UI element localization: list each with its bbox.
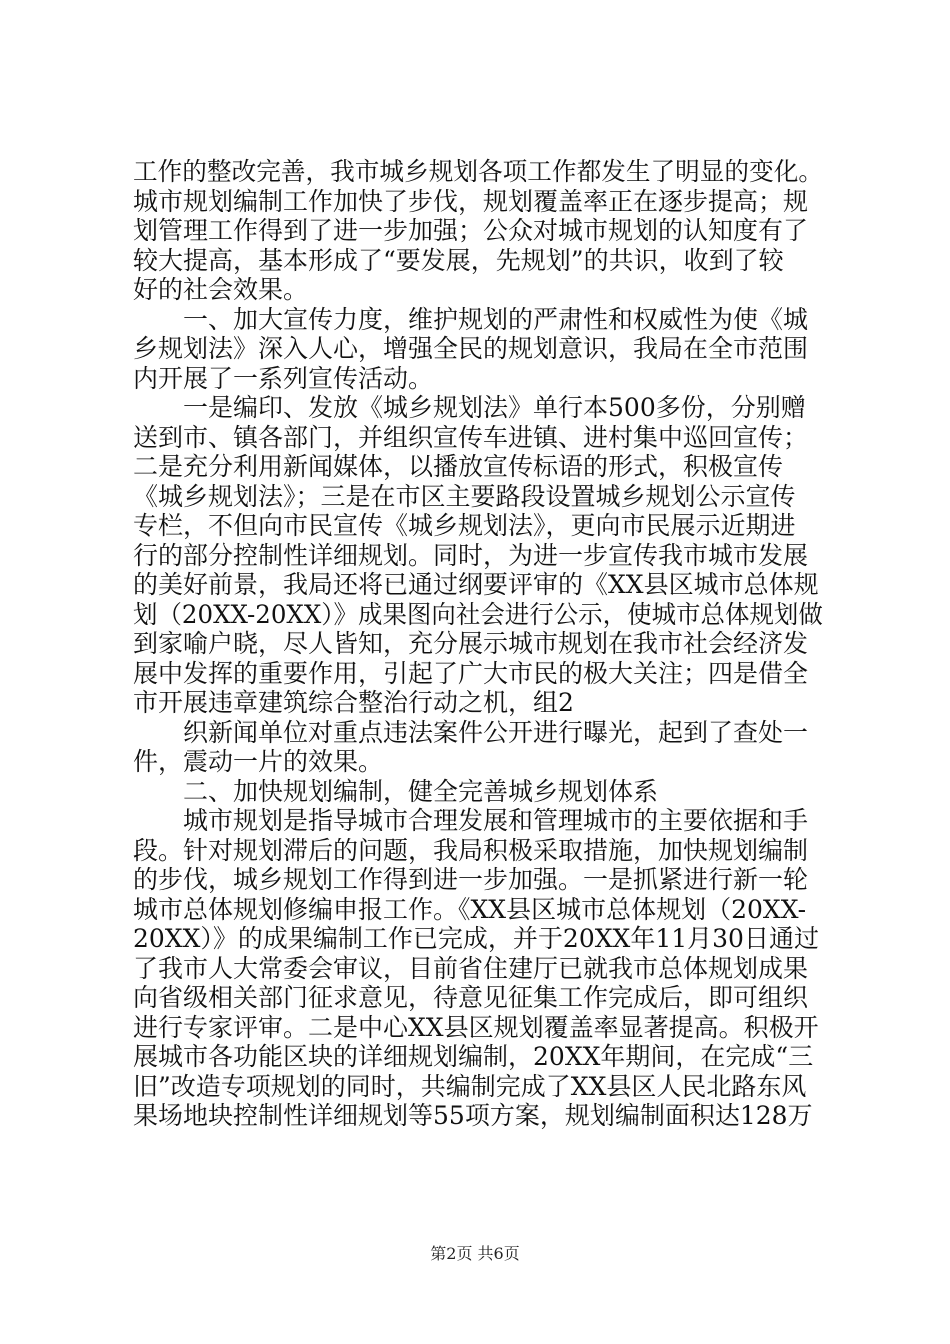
text-line: 一是编印、发放《城乡规划法》单行本500多份，分别赠	[133, 393, 806, 422]
text-line: 乡规划法》深入人心，增强全民的规划意识，我局在全市范围	[133, 334, 809, 363]
text-line: 件，震动一片的效果。	[133, 747, 384, 776]
text-line: 专栏，不但向市民宣传《城乡规划法》，更向市民展示近期进	[133, 511, 796, 540]
text-line: 到家喻户晓，尽人皆知，充分展示城市规划在我市社会经济发	[133, 629, 809, 658]
text-line: 的步伐，城乡规划工作得到进一步加强。一是抓紧进行新一轮	[133, 865, 809, 894]
text-line: 的美好前景，我局还将已通过纲要评审的《XX县区城市总体规	[133, 570, 819, 599]
text-line: 市开展违章建筑综合整治行动之机，组2	[133, 688, 574, 717]
text-line: 织新闻单位对重点违法案件公开进行曝光，起到了查处一	[133, 717, 809, 747]
text-line: 工作的整改完善，我市城乡规划各项工作都发生了明显的变化。	[133, 157, 824, 186]
text-line: 划（20XX-20XX）》成果图向社会进行公示，使城市总体规划做	[133, 599, 823, 629]
text-line: 送到市、镇各部门，并组织宣传车进镇、进村集中巡回宣传；	[133, 422, 809, 452]
text-line: 《城乡规划法》；三是在市区主要路段设置城乡规划公示宣传	[133, 481, 796, 511]
text-line: 二是充分利用新闻媒体，以播放宣传标语的形式，积极宣传	[133, 452, 784, 481]
text-line: 较大提高，基本形成了“要发展，先规划”的共识，收到了较	[133, 245, 784, 275]
text-line: 展城市各功能区块的详细规划编制，20XX年期间，在完成“三	[133, 1042, 814, 1071]
text-line: 20XX）》的成果编制工作已完成，并于20XX年11月30日通过	[133, 924, 819, 953]
text-line: 好的社会效果。	[133, 275, 309, 304]
text-line: 内开展了一系列宣传活动。	[133, 363, 434, 393]
text-line: 划管理工作得到了进一步加强；公众对城市规划的认知度有了	[133, 216, 809, 245]
text-line: 一、加大宣传力度，维护规划的严肃性和权威性为使《城	[133, 304, 809, 334]
page-footer: 第2页 共6页	[430, 1244, 520, 1263]
document-body	[133, 157, 823, 1131]
text-line: 二、加快规划编制，健全完善城乡规划体系	[133, 776, 659, 806]
text-line: 旧”改造专项规划的同时，共编制完成了XX县区人民北路东风	[133, 1071, 807, 1101]
text-line: 了我市人大常委会审议，目前省住建厅已就我市总体规划成果	[133, 953, 809, 983]
text-line: 行的部分控制性详细规划。同时，为进一步宣传我市城市发展	[133, 540, 809, 570]
text-line: 城市规划编制工作加快了步伐，规划覆盖率正在逐步提高；规	[133, 186, 809, 216]
text-line: 城市总体规划修编申报工作。《XX县区城市总体规划（20XX-	[133, 894, 807, 924]
text-line: 进行专家评审。二是中心XX县区规划覆盖率显著提高。积极开	[133, 1012, 819, 1042]
text-line: 果场地块控制性详细规划等55项方案，规划编制面积达128万	[133, 1101, 813, 1130]
text-line: 城市规划是指导城市合理发展和管理城市的主要依据和手	[133, 806, 809, 835]
text-line: 向省级相关部门征求意见，待意见征集工作完成后，即可组织	[133, 983, 809, 1012]
text-line: 段。针对规划滞后的问题，我局积极采取措施，加快规划编制	[133, 835, 809, 865]
text-line: 展中发挥的重要作用，引起了广大市民的极大关注；四是借全	[133, 658, 809, 688]
